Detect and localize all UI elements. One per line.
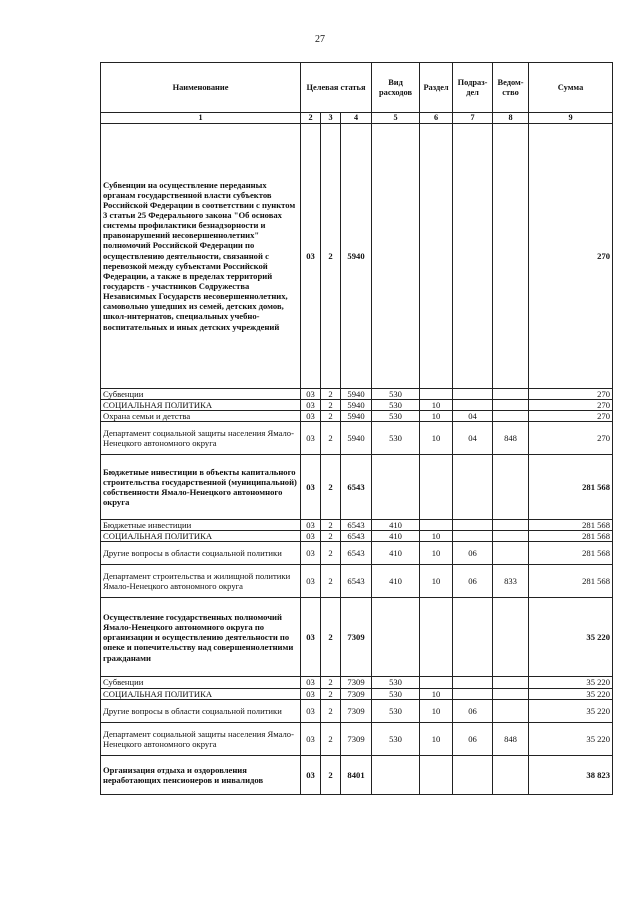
row-name-cell: Субвенции на осуществление переданных органам государственной власти субъектов Российской Федерации в соответствии с пунктом 3 статьи 25 Федерального закона "Об основах системы профилактики безнадзорности и правонарушений несовершеннолетних" полномочий Российской Федерации по осуществлению деятельности, связанной с перевозкой между субъектами Российской Федерации, а также в пределах территорий государств - участников Содружества Независимых Государств несовершеннолетних, самовольно ушедших из семей, детских домов, школ-интернатов, специальных учебно-воспитательных и иных детских учреждений bbox=[101, 123, 301, 388]
row-code-part3-cell: 7309 bbox=[341, 722, 372, 755]
row-expense-type-cell: 530 bbox=[372, 422, 420, 455]
row-code-part3-cell: 5940 bbox=[341, 422, 372, 455]
row-expense-type-cell: 530 bbox=[372, 699, 420, 722]
row-name-cell: СОЦИАЛЬНАЯ ПОЛИТИКА bbox=[101, 531, 301, 542]
row-code-part3-cell: 5940 bbox=[341, 410, 372, 421]
table-row bbox=[101, 399, 613, 410]
row-department-cell bbox=[493, 755, 529, 794]
row-section-cell bbox=[420, 755, 453, 794]
row-subsection-cell: 04 bbox=[453, 422, 493, 455]
row-code-part3-cell: 6543 bbox=[341, 531, 372, 542]
row-section-cell: 10 bbox=[420, 410, 453, 421]
row-expense-type-cell bbox=[372, 598, 420, 677]
row-code-part2-cell: 2 bbox=[321, 755, 341, 794]
row-department-cell bbox=[493, 598, 529, 677]
row-code-part2-cell: 2 bbox=[321, 699, 341, 722]
row-subsection-cell bbox=[453, 455, 493, 520]
row-subsection-cell: 06 bbox=[453, 542, 493, 565]
column-header-section: Раздел bbox=[420, 63, 453, 113]
row-amount-cell: 35 220 bbox=[529, 688, 613, 699]
row-subsection-cell: 04 bbox=[453, 410, 493, 421]
row-code-part3-cell: 7309 bbox=[341, 688, 372, 699]
budget-table bbox=[100, 62, 613, 795]
row-code-part3-cell: 5940 bbox=[341, 123, 372, 388]
row-code-part1-cell: 03 bbox=[301, 520, 321, 531]
row-expense-type-cell: 530 bbox=[372, 410, 420, 421]
column-index: 1 bbox=[101, 113, 301, 124]
row-code-part1-cell: 03 bbox=[301, 677, 321, 688]
column-index: 7 bbox=[453, 113, 493, 124]
row-section-cell: 10 bbox=[420, 531, 453, 542]
row-code-part2-cell: 2 bbox=[321, 531, 341, 542]
column-index-row bbox=[101, 113, 613, 124]
row-code-part1-cell: 03 bbox=[301, 531, 321, 542]
row-section-cell: 10 bbox=[420, 722, 453, 755]
row-name-cell: Другие вопросы в области социальной политики bbox=[101, 699, 301, 722]
row-subsection-cell bbox=[453, 598, 493, 677]
row-code-part1-cell: 03 bbox=[301, 388, 321, 399]
row-code-part3-cell: 7309 bbox=[341, 598, 372, 677]
table-row bbox=[101, 565, 613, 598]
column-index: 5 bbox=[372, 113, 420, 124]
row-department-cell bbox=[493, 520, 529, 531]
row-code-part3-cell: 7309 bbox=[341, 677, 372, 688]
row-code-part3-cell: 6543 bbox=[341, 542, 372, 565]
row-department-cell bbox=[493, 688, 529, 699]
table-row bbox=[101, 598, 613, 677]
row-code-part1-cell: 03 bbox=[301, 455, 321, 520]
table-row bbox=[101, 688, 613, 699]
column-index: 9 bbox=[529, 113, 613, 124]
row-code-part2-cell: 2 bbox=[321, 123, 341, 388]
row-code-part3-cell: 6543 bbox=[341, 520, 372, 531]
row-amount-cell: 270 bbox=[529, 123, 613, 388]
row-name-cell: Бюджетные инвестиции в объекты капитального строительства государственной (муниципальной) собственности Ямало-Ненецкого автономного округа bbox=[101, 455, 301, 520]
row-amount-cell: 270 bbox=[529, 388, 613, 399]
row-code-part2-cell: 2 bbox=[321, 520, 341, 531]
row-name-cell: Осуществление государственных полномочий Ямало-Ненецкого автономного округа по организации и осуществлению деятельности по опеке и попечительству над совершеннолетними гражданами bbox=[101, 598, 301, 677]
row-name-cell: СОЦИАЛЬНАЯ ПОЛИТИКА bbox=[101, 399, 301, 410]
column-header-name: Наименование bbox=[101, 63, 301, 113]
row-expense-type-cell: 530 bbox=[372, 688, 420, 699]
column-header-subsection: Подраз-дел bbox=[453, 63, 493, 113]
row-expense-type-cell bbox=[372, 755, 420, 794]
row-expense-type-cell: 530 bbox=[372, 677, 420, 688]
row-code-part1-cell: 03 bbox=[301, 123, 321, 388]
row-subsection-cell bbox=[453, 388, 493, 399]
row-code-part1-cell: 03 bbox=[301, 688, 321, 699]
row-amount-cell: 281 568 bbox=[529, 520, 613, 531]
row-section-cell: 10 bbox=[420, 399, 453, 410]
row-department-cell bbox=[493, 410, 529, 421]
row-section-cell: 10 bbox=[420, 699, 453, 722]
row-department-cell bbox=[493, 531, 529, 542]
row-amount-cell: 35 220 bbox=[529, 677, 613, 688]
row-name-cell: Департамент социальной защиты населения Ямало-Ненецкого автономного округа bbox=[101, 722, 301, 755]
row-section-cell: 10 bbox=[420, 565, 453, 598]
row-code-part2-cell: 2 bbox=[321, 542, 341, 565]
row-amount-cell: 270 bbox=[529, 410, 613, 421]
row-department-cell bbox=[493, 542, 529, 565]
row-code-part2-cell: 2 bbox=[321, 388, 341, 399]
row-expense-type-cell: 530 bbox=[372, 388, 420, 399]
row-name-cell: Бюджетные инвестиции bbox=[101, 520, 301, 531]
row-amount-cell: 281 568 bbox=[529, 565, 613, 598]
row-code-part2-cell: 2 bbox=[321, 410, 341, 421]
row-expense-type-cell: 410 bbox=[372, 531, 420, 542]
table-row bbox=[101, 699, 613, 722]
row-department-cell bbox=[493, 399, 529, 410]
row-amount-cell: 281 568 bbox=[529, 542, 613, 565]
column-header-target-article: Целевая статья bbox=[301, 63, 372, 113]
row-expense-type-cell: 410 bbox=[372, 520, 420, 531]
column-header-amount: Сумма bbox=[529, 63, 613, 113]
row-amount-cell: 281 568 bbox=[529, 531, 613, 542]
row-code-part3-cell: 7309 bbox=[341, 699, 372, 722]
row-expense-type-cell bbox=[372, 455, 420, 520]
table-row bbox=[101, 455, 613, 520]
row-name-cell: Охрана семьи и детства bbox=[101, 410, 301, 421]
row-subsection-cell bbox=[453, 677, 493, 688]
row-code-part1-cell: 03 bbox=[301, 422, 321, 455]
table-row bbox=[101, 755, 613, 794]
row-code-part1-cell: 03 bbox=[301, 722, 321, 755]
row-section-cell bbox=[420, 388, 453, 399]
row-name-cell: Другие вопросы в области социальной политики bbox=[101, 542, 301, 565]
row-code-part2-cell: 2 bbox=[321, 688, 341, 699]
row-name-cell: СОЦИАЛЬНАЯ ПОЛИТИКА bbox=[101, 688, 301, 699]
row-department-cell bbox=[493, 388, 529, 399]
row-code-part2-cell: 2 bbox=[321, 677, 341, 688]
row-code-part1-cell: 03 bbox=[301, 399, 321, 410]
row-code-part2-cell: 2 bbox=[321, 598, 341, 677]
row-department-cell bbox=[493, 699, 529, 722]
row-section-cell bbox=[420, 677, 453, 688]
row-code-part2-cell: 2 bbox=[321, 722, 341, 755]
table-row bbox=[101, 388, 613, 399]
table-row bbox=[101, 677, 613, 688]
row-subsection-cell bbox=[453, 399, 493, 410]
column-index: 8 bbox=[493, 113, 529, 124]
row-subsection-cell bbox=[453, 531, 493, 542]
row-expense-type-cell: 530 bbox=[372, 399, 420, 410]
table-row bbox=[101, 520, 613, 531]
row-code-part1-cell: 03 bbox=[301, 565, 321, 598]
row-department-cell bbox=[493, 123, 529, 388]
row-code-part1-cell: 03 bbox=[301, 598, 321, 677]
row-name-cell: Организация отдыха и оздоровления неработающих пенсионеров и инвалидов bbox=[101, 755, 301, 794]
row-code-part1-cell: 03 bbox=[301, 410, 321, 421]
table-header-row bbox=[101, 63, 613, 113]
table-row bbox=[101, 422, 613, 455]
row-code-part2-cell: 2 bbox=[321, 455, 341, 520]
row-expense-type-cell: 410 bbox=[372, 565, 420, 598]
row-amount-cell: 35 220 bbox=[529, 699, 613, 722]
row-department-cell: 833 bbox=[493, 565, 529, 598]
row-code-part1-cell: 03 bbox=[301, 755, 321, 794]
row-section-cell bbox=[420, 123, 453, 388]
row-code-part3-cell: 6543 bbox=[341, 455, 372, 520]
row-section-cell: 10 bbox=[420, 542, 453, 565]
row-name-cell: Департамент строительства и жилищной политики Ямало-Ненецкого автономного округа bbox=[101, 565, 301, 598]
row-code-part1-cell: 03 bbox=[301, 699, 321, 722]
table-row bbox=[101, 542, 613, 565]
row-name-cell: Субвенции bbox=[101, 677, 301, 688]
row-code-part3-cell: 6543 bbox=[341, 565, 372, 598]
row-expense-type-cell bbox=[372, 123, 420, 388]
row-code-part3-cell: 8401 bbox=[341, 755, 372, 794]
column-header-expense-type: Вид расходов bbox=[372, 63, 420, 113]
row-expense-type-cell: 530 bbox=[372, 722, 420, 755]
row-section-cell bbox=[420, 598, 453, 677]
row-amount-cell: 35 220 bbox=[529, 722, 613, 755]
row-amount-cell: 270 bbox=[529, 399, 613, 410]
table-row bbox=[101, 123, 613, 388]
column-header-department: Ведом-ство bbox=[493, 63, 529, 113]
column-index: 6 bbox=[420, 113, 453, 124]
row-department-cell bbox=[493, 455, 529, 520]
row-department-cell: 848 bbox=[493, 422, 529, 455]
row-department-cell bbox=[493, 677, 529, 688]
row-section-cell bbox=[420, 455, 453, 520]
row-name-cell: Субвенции bbox=[101, 388, 301, 399]
row-subsection-cell: 06 bbox=[453, 722, 493, 755]
row-amount-cell: 281 568 bbox=[529, 455, 613, 520]
column-index: 3 bbox=[321, 113, 341, 124]
row-subsection-cell: 06 bbox=[453, 565, 493, 598]
row-subsection-cell bbox=[453, 755, 493, 794]
row-code-part2-cell: 2 bbox=[321, 399, 341, 410]
row-code-part2-cell: 2 bbox=[321, 422, 341, 455]
row-expense-type-cell: 410 bbox=[372, 542, 420, 565]
table-row bbox=[101, 722, 613, 755]
row-code-part3-cell: 5940 bbox=[341, 388, 372, 399]
row-section-cell bbox=[420, 520, 453, 531]
table-row bbox=[101, 531, 613, 542]
row-department-cell: 848 bbox=[493, 722, 529, 755]
column-index: 2 bbox=[301, 113, 321, 124]
row-subsection-cell bbox=[453, 688, 493, 699]
row-code-part3-cell: 5940 bbox=[341, 399, 372, 410]
row-subsection-cell bbox=[453, 520, 493, 531]
row-section-cell: 10 bbox=[420, 422, 453, 455]
row-subsection-cell bbox=[453, 123, 493, 388]
page-number: 27 bbox=[315, 34, 325, 45]
table-row bbox=[101, 410, 613, 421]
row-code-part1-cell: 03 bbox=[301, 542, 321, 565]
column-index: 4 bbox=[341, 113, 372, 124]
row-subsection-cell: 06 bbox=[453, 699, 493, 722]
row-amount-cell: 270 bbox=[529, 422, 613, 455]
table-body bbox=[101, 123, 613, 794]
row-section-cell: 10 bbox=[420, 688, 453, 699]
row-amount-cell: 35 220 bbox=[529, 598, 613, 677]
row-name-cell: Департамент социальной защиты населения Ямало-Ненецкого автономного округа bbox=[101, 422, 301, 455]
row-code-part2-cell: 2 bbox=[321, 565, 341, 598]
row-amount-cell: 38 823 bbox=[529, 755, 613, 794]
